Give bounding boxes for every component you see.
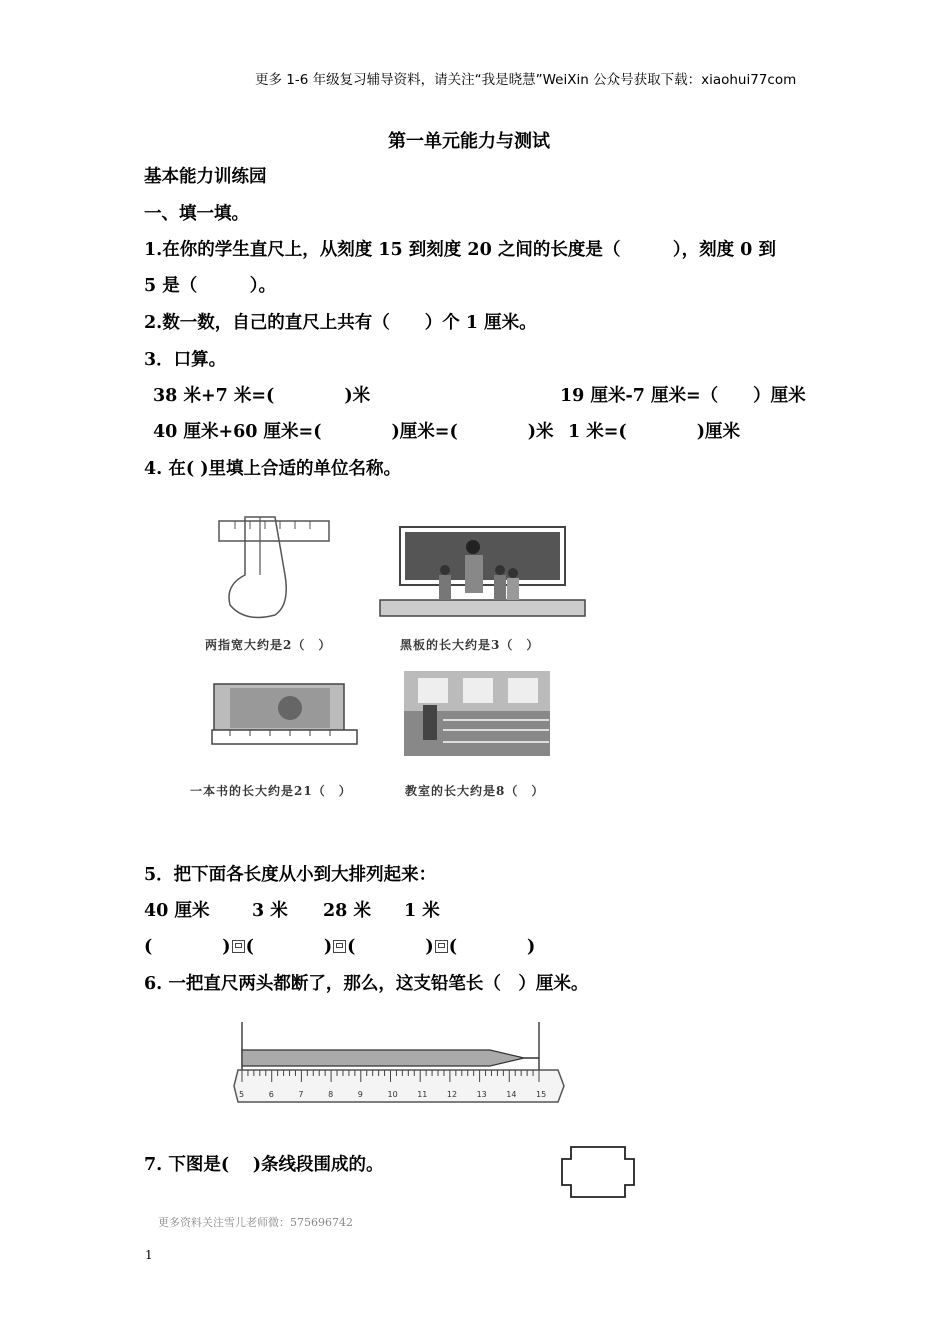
ruler-tick-label: 10	[387, 1090, 398, 1099]
question-4: 4. 在( )里填上合适的单位名称。	[144, 459, 402, 479]
less-than-symbol-icon	[232, 940, 245, 953]
ruler-tick-label: 7	[298, 1090, 304, 1099]
classroom-caption: 教室的长大约是8（ ）	[405, 784, 545, 798]
pencil-ruler-picture	[228, 1018, 573, 1110]
polygon-figure	[559, 1145, 639, 1201]
less-than-symbol-icon	[333, 940, 346, 953]
blackboard-picture	[375, 525, 590, 630]
calc-b: 19 厘米-7 厘米=（ ）厘米	[560, 386, 806, 406]
length-2: 3 米	[252, 901, 288, 921]
order-blank-row	[144, 933, 535, 958]
less-than-symbol-icon	[435, 940, 448, 953]
question-1-line-2: 5 是（ ）。	[144, 276, 277, 296]
page-title: 第一单元能力与测试	[388, 131, 550, 152]
fingers-caption: 两指宽大约是2（ ）	[205, 638, 332, 652]
order-blank-1[interactable]: ( )	[144, 937, 231, 957]
ruler-tick-label: 11	[417, 1090, 428, 1099]
order-blank-2[interactable]: ( )	[245, 937, 333, 957]
part-one-heading: 一、填一填。	[144, 204, 249, 224]
ruler-tick-label: 13	[476, 1090, 487, 1099]
length-4: 1 米	[404, 901, 440, 921]
section-title: 基本能力训练园	[144, 167, 267, 187]
length-3: 28 米	[323, 901, 371, 921]
book-caption: 一本书的长大约是21（ ）	[190, 784, 352, 798]
calc-c: 40 厘米+60 厘米=( )厘米=( )米	[153, 422, 554, 442]
ruler-tick-label: 8	[328, 1090, 334, 1099]
ruler-tick-label: 5	[239, 1090, 245, 1099]
order-blank-4[interactable]: ( )	[448, 937, 536, 957]
ruler-tick-label: 12	[446, 1090, 458, 1099]
question-7: 7. 下图是( )条线段围成的。	[144, 1155, 384, 1175]
length-1: 40 厘米	[144, 901, 210, 921]
question-2: 2.数一数，自己的直尺上共有（ ）个 1 厘米。	[144, 313, 537, 333]
fingers-ruler-picture	[205, 515, 335, 625]
footer-note: 更多资料关注雪儿老师微：575696742	[158, 1216, 353, 1229]
classroom-picture	[403, 670, 551, 757]
ruler-tick-label: 9	[357, 1090, 363, 1099]
blackboard-caption: 黑板的长大约是3（ ）	[400, 638, 540, 652]
ruler-tick-label: 6	[268, 1090, 274, 1099]
calc-d: 1 米=( )厘米	[568, 422, 740, 442]
calc-a: 38 米+7 米=( )米	[153, 386, 371, 406]
question-6: 6. 一把直尺两头都断了，那么，这支铅笔长（ ）厘米。	[144, 974, 589, 994]
question-3: 3．口算。	[144, 350, 227, 370]
ruler-tick-label: 14	[506, 1090, 517, 1099]
question-1-line-1: 1.在你的学生直尺上，从刻度 15 到刻度 20 之间的长度是（ ），刻度 0 到	[144, 240, 776, 260]
ruler-tick-label: 15	[536, 1090, 547, 1099]
book-picture	[210, 680, 360, 750]
question-5: 5．把下面各长度从小到大排列起来：	[144, 865, 437, 885]
order-blank-3[interactable]: ( )	[347, 937, 434, 957]
header-note: 更多 1-6 年级复习辅导资料，请关注“我是晓慧”WeiXin 公众号获取下载：xiaohui77com	[255, 72, 797, 88]
page-number: 1	[145, 1248, 153, 1262]
